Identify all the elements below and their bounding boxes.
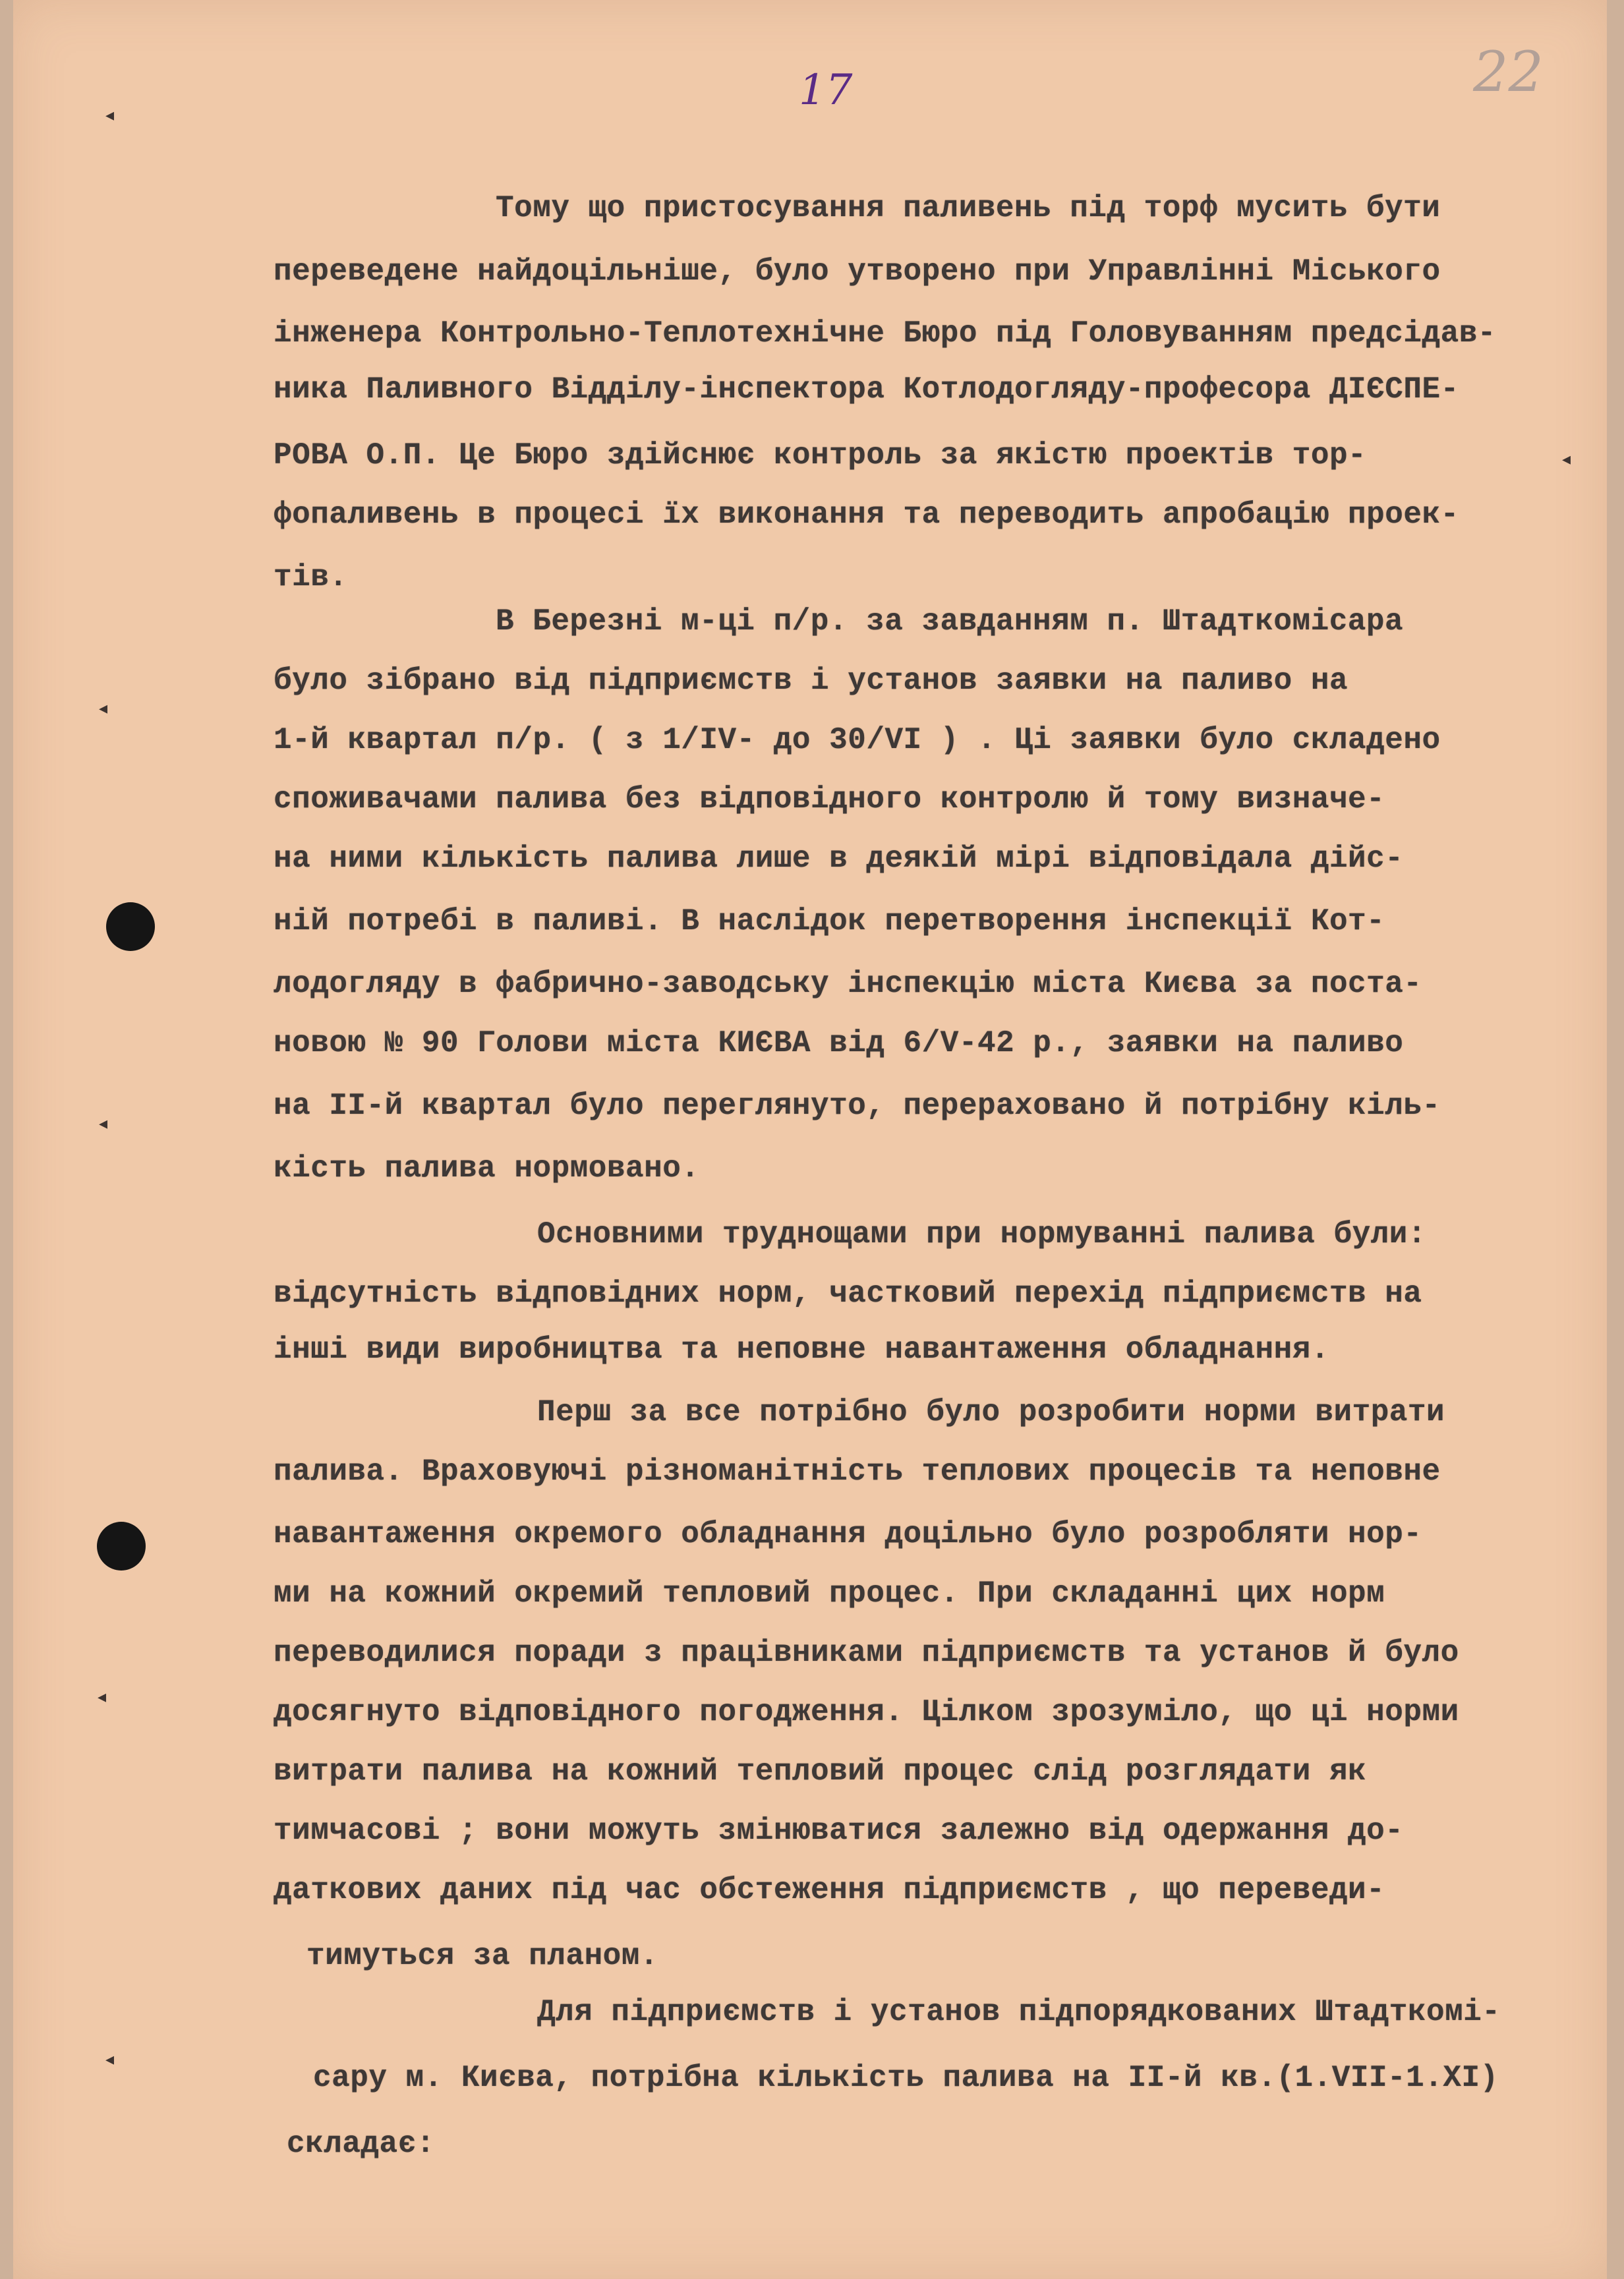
margin-mark: ◂ [105,2050,115,2069]
document-page [13,0,1607,2279]
margin-mark: ◂ [98,1687,107,1707]
text-line: складає: [287,2127,435,2161]
text-line: РОВА О.П. Це Бюро здійснює контроль за якістю проектів тор- [274,438,1367,473]
text-line: тимуться за планом. [306,1939,658,1973]
text-line: Перш за все потрібно було розробити норми витрати [537,1395,1445,1429]
margin-mark: ◂ [105,105,115,125]
text-line: ми на кожний окремий тепловий процес. При складанні цих норм [274,1576,1385,1611]
text-line: було зібрано від підприємств і установ заявки на паливо на [274,664,1348,698]
text-line: на ними кількість палива лише в деякій мірі відповідала дійс- [274,842,1404,876]
text-line: на ІІ-й квартал було переглянуто, перераховано й потрібну кіль- [274,1089,1441,1123]
text-line: 1-й квартал п/р. ( з 1/IV- до 30/VI ) . Ці заявки було складено [274,723,1441,757]
punch-hole [97,1522,146,1571]
text-line: досягнуто відповідного погодження. Цілком зрозуміло, що ці норми [274,1695,1459,1729]
text-line: інженера Контрольно-Теплотехнічне Бюро під Головуванням предсідав- [274,316,1496,351]
punch-hole [106,902,155,951]
text-line: Тому що пристосування паливень під торф мусить бути [496,191,1441,225]
text-line: лодогляду в фабрично-заводську інспекцію міста Києва за поста- [274,967,1422,1001]
text-line: Для підприємств і установ підпорядкованих Штадткомі- [537,1995,1501,2029]
page-number-handwritten: 17 [799,66,853,115]
text-line: Основними труднощами при нормуванні палива були: [537,1217,1427,1252]
archive-folio-number: 22 [1473,40,1544,104]
text-line: інші види виробництва та неповне навантаження обладнання. [274,1333,1329,1367]
text-line: сару м. Києва, потрібна кількість палива на ІІ-й кв.(1.VII-1.XI) [313,2061,1499,2095]
text-line: навантаження окремого обладнання доцільно було розробляти нор- [274,1517,1422,1551]
text-line: кість палива нормовано. [274,1151,700,1186]
text-line: відсутність відповідних норм, частковий перехід підприємств на [274,1277,1422,1311]
text-line: переведене найдоцільніше, було утворено при Управлінні Міського [274,254,1441,289]
margin-mark: ◂ [1562,449,1571,469]
text-line: фопаливень в процесі їх виконання та переводить апробацію проек- [274,498,1459,532]
text-line: тів. [274,560,348,594]
text-line: витрати палива на кожний тепловий процес слід розглядати як [274,1754,1367,1789]
text-line: тимчасові ; вони можуть змінюватися залежно від одержання до- [274,1814,1404,1848]
text-line: споживачами палива без відповідного контролю й тому визначе- [274,782,1385,817]
margin-mark: ◂ [99,1114,108,1134]
text-line: новою № 90 Голови міста КИЄВА від 6/V-42 р., заявки на паливо [274,1026,1404,1060]
text-line: переводилися поради з працівниками підприємств та установ й було [274,1636,1459,1670]
text-line: палива. Враховуючі різноманітність теплових процесів та неповне [274,1455,1441,1489]
margin-mark: ◂ [99,699,108,718]
text-line: В Березні м-ці п/р. за завданням п. Штадткомісара [496,604,1404,639]
text-line: даткових даних під час обстеження підприємств , що переведи- [274,1873,1385,1907]
text-line: ній потребі в паливі. В наслідок перетворення інспекції Кот- [274,904,1385,938]
text-line: ника Паливного Відділу-інспектора Котлодогляду-професора ДІЄСПЕ- [274,372,1459,407]
